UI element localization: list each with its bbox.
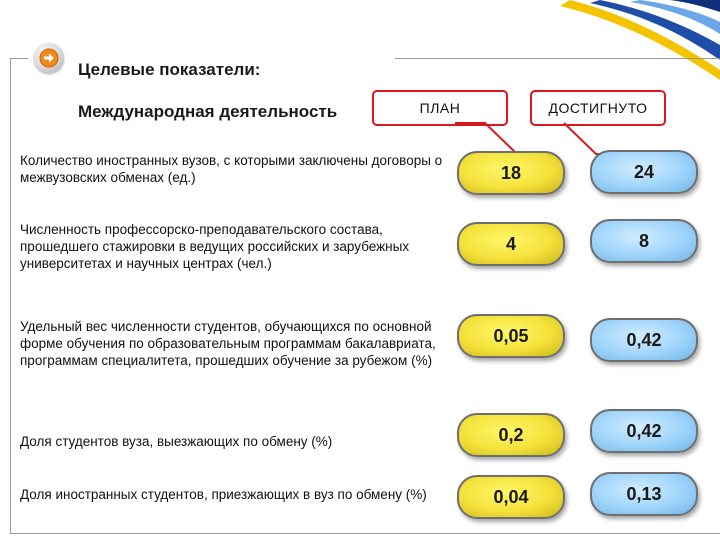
page-title-line: Целевые показатели:	[78, 60, 261, 79]
plan-value: 0,04	[457, 475, 565, 519]
achieved-value: 24	[590, 150, 698, 194]
plan-value: 0,2	[457, 413, 565, 457]
indicator-label: Доля студентов вуза, выезжающих по обмену (%)	[20, 434, 333, 449]
page-title-line: Международная деятельность	[78, 102, 338, 121]
corner-decoration	[550, 0, 720, 80]
frame-line	[395, 58, 720, 59]
indicator-label: Численность профессорско-преподавательского состава, прошедшего стажировки в ведущих российских и зарубежных университетах и научных центрах (чел.)	[20, 222, 410, 271]
right-arrow-icon	[34, 43, 64, 73]
achieved-value: 0,42	[590, 409, 698, 453]
plan-value: 0,05	[457, 314, 565, 358]
achieved-value: 0,13	[590, 472, 698, 516]
plan-column-header: ПЛАН	[372, 90, 508, 126]
page-title	[78, 38, 337, 143]
frame-line	[10, 533, 720, 534]
indicator-label: Удельный вес численности студентов, обучающихся по основной форме обучения по образовательным программам бакалавриата, программам специалитета, прошедших обучение за рубежом (%)	[20, 319, 436, 368]
achieved-value: 8	[590, 219, 698, 263]
achieved-column-header: ДОСТИГНУТО	[530, 90, 666, 126]
frame-line	[10, 58, 28, 59]
plan-value: 4	[457, 222, 565, 266]
frame-line	[10, 58, 11, 534]
achieved-value: 0,42	[590, 318, 698, 362]
indicator-label: Количество иностранных вузов, с которыми заключены договоры о межвузовских обменах (ед.)	[20, 153, 443, 185]
indicator-label: Доля иностранных студентов, приезжающих в вуз по обмену (%)	[20, 487, 427, 502]
plan-value: 18	[457, 151, 565, 195]
